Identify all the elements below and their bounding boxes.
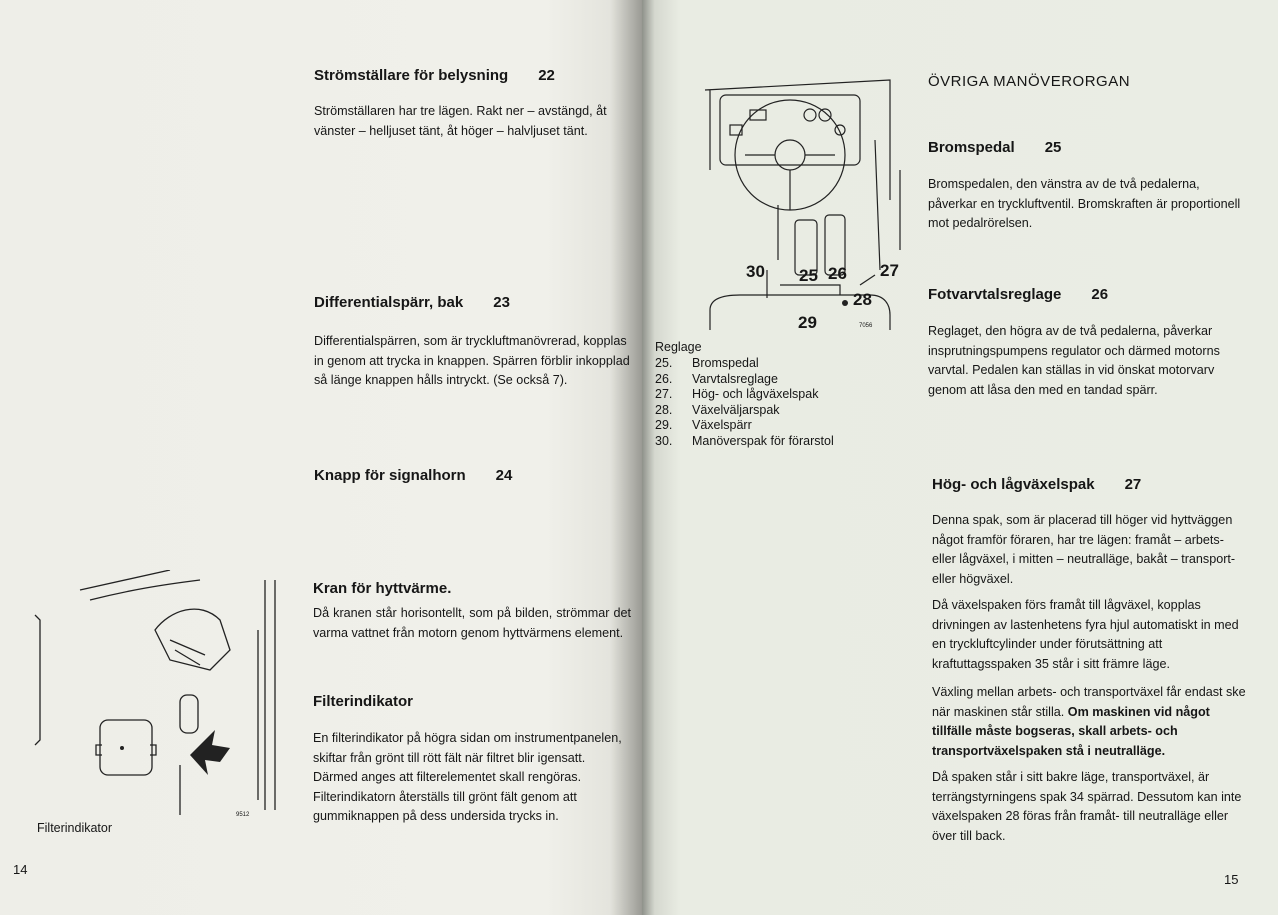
section-body: Denna spak, som är placerad till höger vid hyttväggen något framför föraren, har tre lägen: framåt – arbets- eller lågväxel, i mitten – neutralläge, bakåt – transport- eller högväxel. bbox=[932, 513, 1236, 586]
section-title: Knapp för signalhorn 24 bbox=[314, 467, 513, 484]
callout-30: 30 bbox=[746, 262, 765, 281]
section-body: Växling mellan arbets- och transportväxel får endast ske när maskinen står stilla. Om maskinen vid något tillfälle måste bogseras, skall arbets- och transportväxelspaken stå i neutralläge. bbox=[932, 685, 1246, 758]
page-heading: ÖVRIGA MANÖVERORGAN bbox=[928, 73, 1131, 90]
section-body: Då växelspaken förs framåt till lågväxel, kopplas drivningen av lastenhetens fyra hjul automatiskt in med en tryckluftcylinder under förutsättning att kraftuttagsspaken 35 står i sitt främre läge. bbox=[932, 598, 1239, 671]
section-title: Hög- och lågväxelspak 27 bbox=[932, 476, 1142, 493]
callout-29: 29 bbox=[798, 313, 817, 332]
section-title: Strömställare för belysning 22 bbox=[314, 67, 555, 84]
section-body: Bromspedalen, den vänstra av de två pedalerna, påverkar en tryckluftventil. Bromskraften är proportionell mot pedalrörelsen. bbox=[928, 177, 1241, 230]
controls-diagram bbox=[650, 70, 912, 340]
figure-code: 9512 bbox=[236, 812, 250, 818]
figure-code: 7056 bbox=[859, 323, 873, 329]
legend-item: 25. Bromspedal bbox=[655, 356, 759, 370]
legend-item: 26. Varvtalsreglage bbox=[655, 371, 778, 386]
legend-item: 28. Växelväljarspak bbox=[655, 402, 780, 417]
legend-item: 29. Växelspärr bbox=[655, 418, 752, 432]
section-title: Kran för hyttvärme. bbox=[313, 580, 452, 597]
callout-28: 28 bbox=[853, 290, 872, 309]
section-body: Då kranen står horisontellt, som på bilden, strömmar det varma vattnet från motorn genom hyttvärmens element. bbox=[313, 606, 631, 640]
legend-item: 30. Manöverspak för förarstol bbox=[655, 433, 834, 448]
legend-item: 27. Hög- och lågväxelspak bbox=[655, 387, 819, 401]
section-body: En filterindikator på högra sidan om instrumentpanelen, skiftar från grönt till rött fält när filtret blir igensatt. Därmed anges att filterelementet skall rengöras. Filterindikatorn återställs till grönt fält genom att gummiknappen på dess undersida trycks in. bbox=[313, 731, 622, 823]
legend-list bbox=[655, 356, 834, 449]
section-body: Differentialspärren, som är tryckluftmanövrerad, kopplas in genom att trycka in knappen. Spärren förblir inkopplad så länge knappen hålls intryckt. (Se också 7). bbox=[314, 334, 630, 387]
right-page bbox=[642, 0, 1278, 915]
filter-indicator-illustration bbox=[30, 570, 292, 820]
callout-26: 26 bbox=[828, 264, 847, 283]
section-title: Bromspedal 25 bbox=[928, 139, 1062, 156]
section-title: Fotvarvtalsreglage 26 bbox=[928, 286, 1109, 303]
section-title: Filterindikator bbox=[313, 693, 414, 710]
callout-27: 27 bbox=[880, 261, 899, 280]
section-body: Strömställaren har tre lägen. Rakt ner – avstängd, åt vänster – helljuset tänt, åt höger – halvljuset tänt. bbox=[314, 104, 607, 138]
section-title: Differentialspärr, bak 23 bbox=[314, 294, 510, 311]
callout-25: 25 bbox=[799, 266, 818, 285]
page-number: 14 bbox=[13, 862, 28, 877]
figure-caption: Filterindikator bbox=[37, 821, 113, 835]
page-number: 15 bbox=[1224, 872, 1239, 887]
section-body: Då spaken står i sitt bakre läge, transportväxel, är terrängstyrningens spak 34 spärrad. Dessutom kan inte växelspaken 28 föras från framåt- till neutralläge eller över till back. bbox=[932, 770, 1242, 843]
legend-title: Reglage bbox=[655, 340, 702, 354]
section-body: Reglaget, den högra av de två pedalerna, påverkar insprutningspumpens regulator och därmed motorns varvtal. Pedalen kan ställas in vid önskat motorvarv genom att låsa den med en tandad spärr. bbox=[928, 324, 1220, 397]
